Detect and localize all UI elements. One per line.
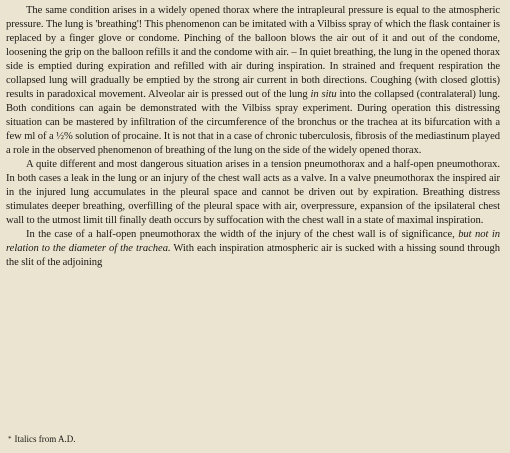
paragraph-2 bbox=[6, 158, 500, 228]
paragraph-3-text-b: With each inspiration atmospheric air is sucked with a hissing sound through the slit of the adjoining bbox=[6, 243, 500, 268]
paragraph-3-text-a: In the case of a half-open pneumothorax the width of the injury of the chest wall is of significance, bbox=[26, 229, 459, 240]
paragraph-3-italic: but not in relation to the diameter of the trachea. bbox=[6, 229, 500, 254]
footnote-marker: * bbox=[8, 435, 12, 443]
paragraph-1-italic: in situ bbox=[310, 89, 337, 100]
paragraph-1 bbox=[6, 4, 500, 158]
paragraph-1-text-a: The same condition arises in a widely opened thorax where the intrapleural pressure is equal to the atmospheric pressure. The lung is 'breathing'! This phenomenon can be imitated with a Vilbiss spray of which the flask container is replaced by a finger glove or condome. Pinching of the balloon blows the air out of it and out of the condome, loosening the grip on the balloon refills it and the condome with air. – In quiet breathing, the lung in the opened thorax side is emptied during expiration and refilled with air during inspiration. In strained and frequent respiration the collapsed lung will gradually be emptied by the strong air current in both directions. Coughing (with closed glottis) results in paradoxical movement. Alveolar air is pressed out of the lung bbox=[6, 5, 500, 100]
paragraph-3 bbox=[6, 228, 500, 270]
footnote-text: Italics from A.D. bbox=[14, 434, 76, 444]
body-text bbox=[6, 4, 500, 270]
paragraph-1-text-b: into the collapsed (contralateral) lung. Both conditions can again be demonstrated with the Vilbiss spray experiment. During operation this distressing situation can be mastered by infiltration of the circumference of the bronchus or the trachea at its bifurcation with a few ml of a ½% solution of procaine. It is not that in a case of chronic tuberculosis, fibrosis of the mediastinum played a role in the observed phenomenon of breathing of the lung on the side of the widely opened thorax. bbox=[6, 89, 500, 156]
paragraph-2-text: A quite different and most dangerous situation arises in a tension pneumothorax and a half-open pneumothorax. In both cases a leak in the lung or an injury of the chest wall acts as a valve. In a valve pneumothorax the inspired air in the injured lung accumulates in the pleural space and cannot be driven out by expiration. Breathing distress stimulates deeper breathing, overfilling of the pleural space with air, overpressure, expansion of the ipsilateral chest wall to the utmost limit till finally death occurs by suffocation with the chest wall in a state of maximal inspiration. bbox=[6, 159, 500, 226]
footnote bbox=[8, 433, 76, 445]
